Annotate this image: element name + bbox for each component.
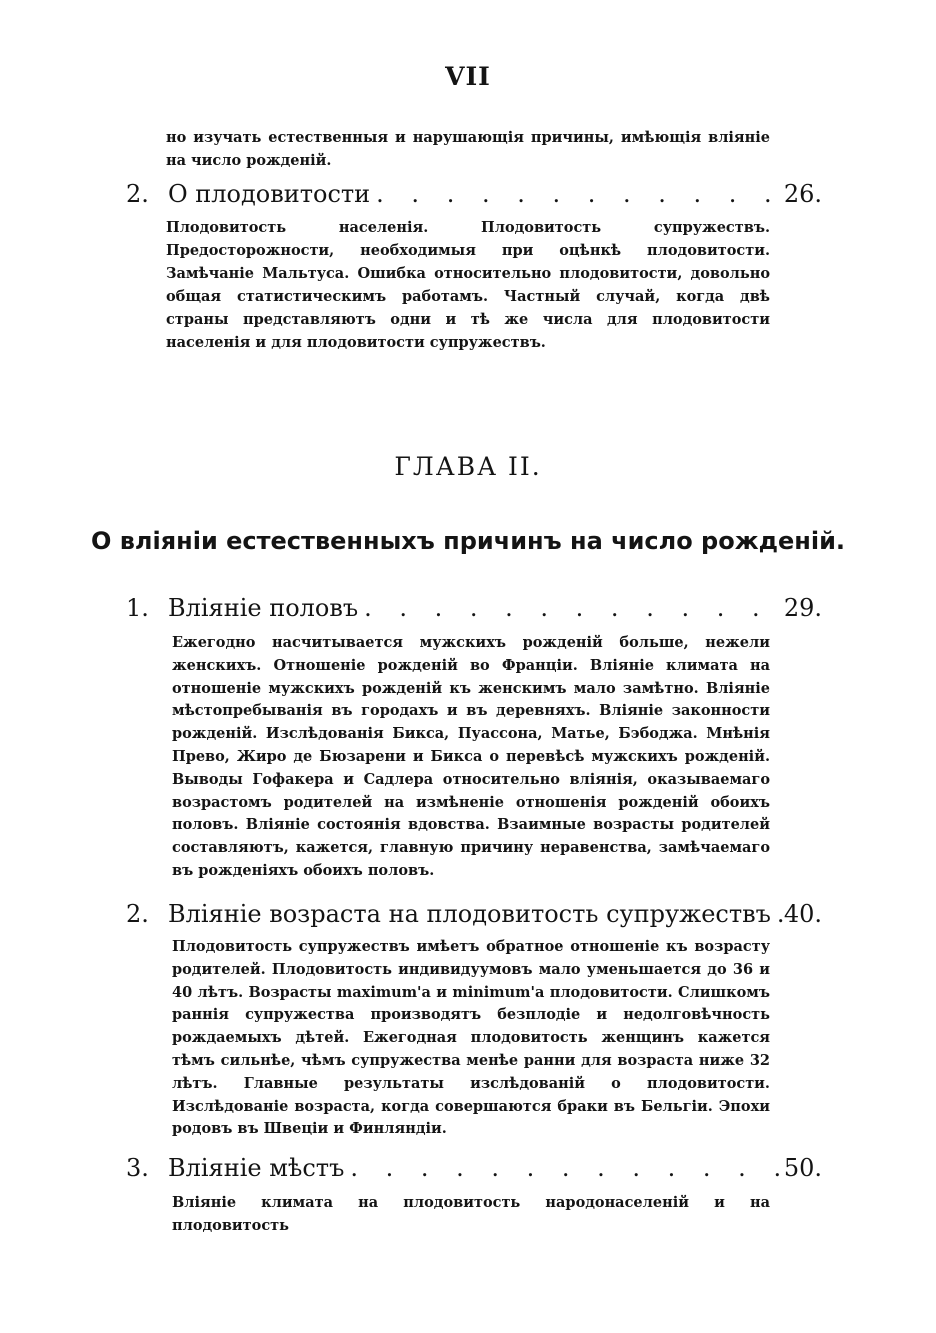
entry-number: 2. [126, 900, 149, 928]
entry-page: 50. [783, 1154, 822, 1182]
entry-number: 1. [126, 594, 149, 622]
page-number: VII [445, 62, 491, 91]
entry-description: Плодовитость населенія. Плодовитость супружествъ. Предосторожности, необходимыя при оцѣнкѣ плодовитости. Замѣчаніе Мальтуса. Ошибка относительно плодовитости, довольно общая статистическимъ работамъ. Частный случай, когда двѣ страны представляютъ одни и тѣ же числа для плодовитости населенія и для плодовитости супружествъ. [166, 219, 770, 351]
leader-dots [358, 594, 784, 622]
entry-number: 2. [126, 180, 149, 208]
toc-entry-places[interactable] [126, 1154, 822, 1182]
entry-title: Вліяніе возраста на плодовитость супружествъ [168, 900, 771, 928]
entry-title: О плодовитости [168, 180, 371, 208]
leader-dots [370, 180, 784, 208]
entry-number: 3. [126, 1154, 149, 1182]
toc-entry-age[interactable] [126, 900, 822, 928]
toc-entry-sexes[interactable] [126, 594, 822, 622]
toc-entry-fertility[interactable] [126, 180, 822, 208]
entry-title: Вліяніе мѣстъ [168, 1154, 345, 1182]
entry-page: 40. [783, 900, 822, 928]
chapter-subtitle: О вліяніи естественныхъ причинъ на число рожденій. [90, 527, 846, 555]
chapter-title: ГЛАВА II. [394, 452, 542, 481]
entry-description: Вліяніе климата на плодовитость народонаселеній и на плодовитость [172, 1194, 770, 1234]
intro-paragraph: но изучать естественныя и нарушающія причины, имѣющія вліяніе на число рожденій. [166, 129, 770, 169]
entry-description: Плодовитость супружествъ имѣетъ обратное отношеніе къ возрасту родителей. Плодовитость индивидуумовъ мало уменьшается до 36 и 40 лѣтъ. Возрасты maximum'а и minimum'а плодовитости. Слишкомъ раннія супружества производятъ безплодіе и недолговѣчность рождаемыхъ дѣтей. Ежегодная плодовитость женщинъ кажется тѣмъ сильнѣе, чѣмъ супружества менѣе ранни для возраста ниже 32 лѣтъ. Главные результаты изслѣдованій о плодовитости. Изслѣдованіе возраста, когда совершаются браки въ Бельгіи. Эпохи родовъ въ Швеціи и Финляндіи. [172, 938, 770, 1138]
leader-dots [344, 1154, 783, 1182]
entry-description: Ежегодно насчитывается мужскихъ рожденій больше, нежели женскихъ. Отношеніе рожденій во Франціи. Вліяніе климата на отношеніе мужскихъ рожденій къ женскимъ мало замѣтно. Вліяніе мѣстопребыванія въ городахъ и въ деревняхъ. Вліяніе законности рожденій. Изслѣдованія Бикса, Пуассона, Матье, Бэбоджа. Мнѣнія Прево, Жиро де Бюзарени и Бикса о перевѣсѣ мужскихъ рожденій. Выводы Гофакера и Садлера относительно вліянія, оказываемаго возрастомъ родителей на измѣненіе отношенія рожденій обоихъ половъ. Вліяніе состоянія вдовства. Взаимные возрасты родителей составляютъ, кажется, главную причину неравенства, замѣчаемаго въ рожденіяхъ обоихъ половъ. [172, 634, 770, 879]
entry-page: 29. [783, 594, 822, 622]
entry-title: Вліяніе половъ [168, 594, 359, 622]
entry-page: 26. [783, 180, 822, 208]
leader-dots [771, 900, 784, 928]
